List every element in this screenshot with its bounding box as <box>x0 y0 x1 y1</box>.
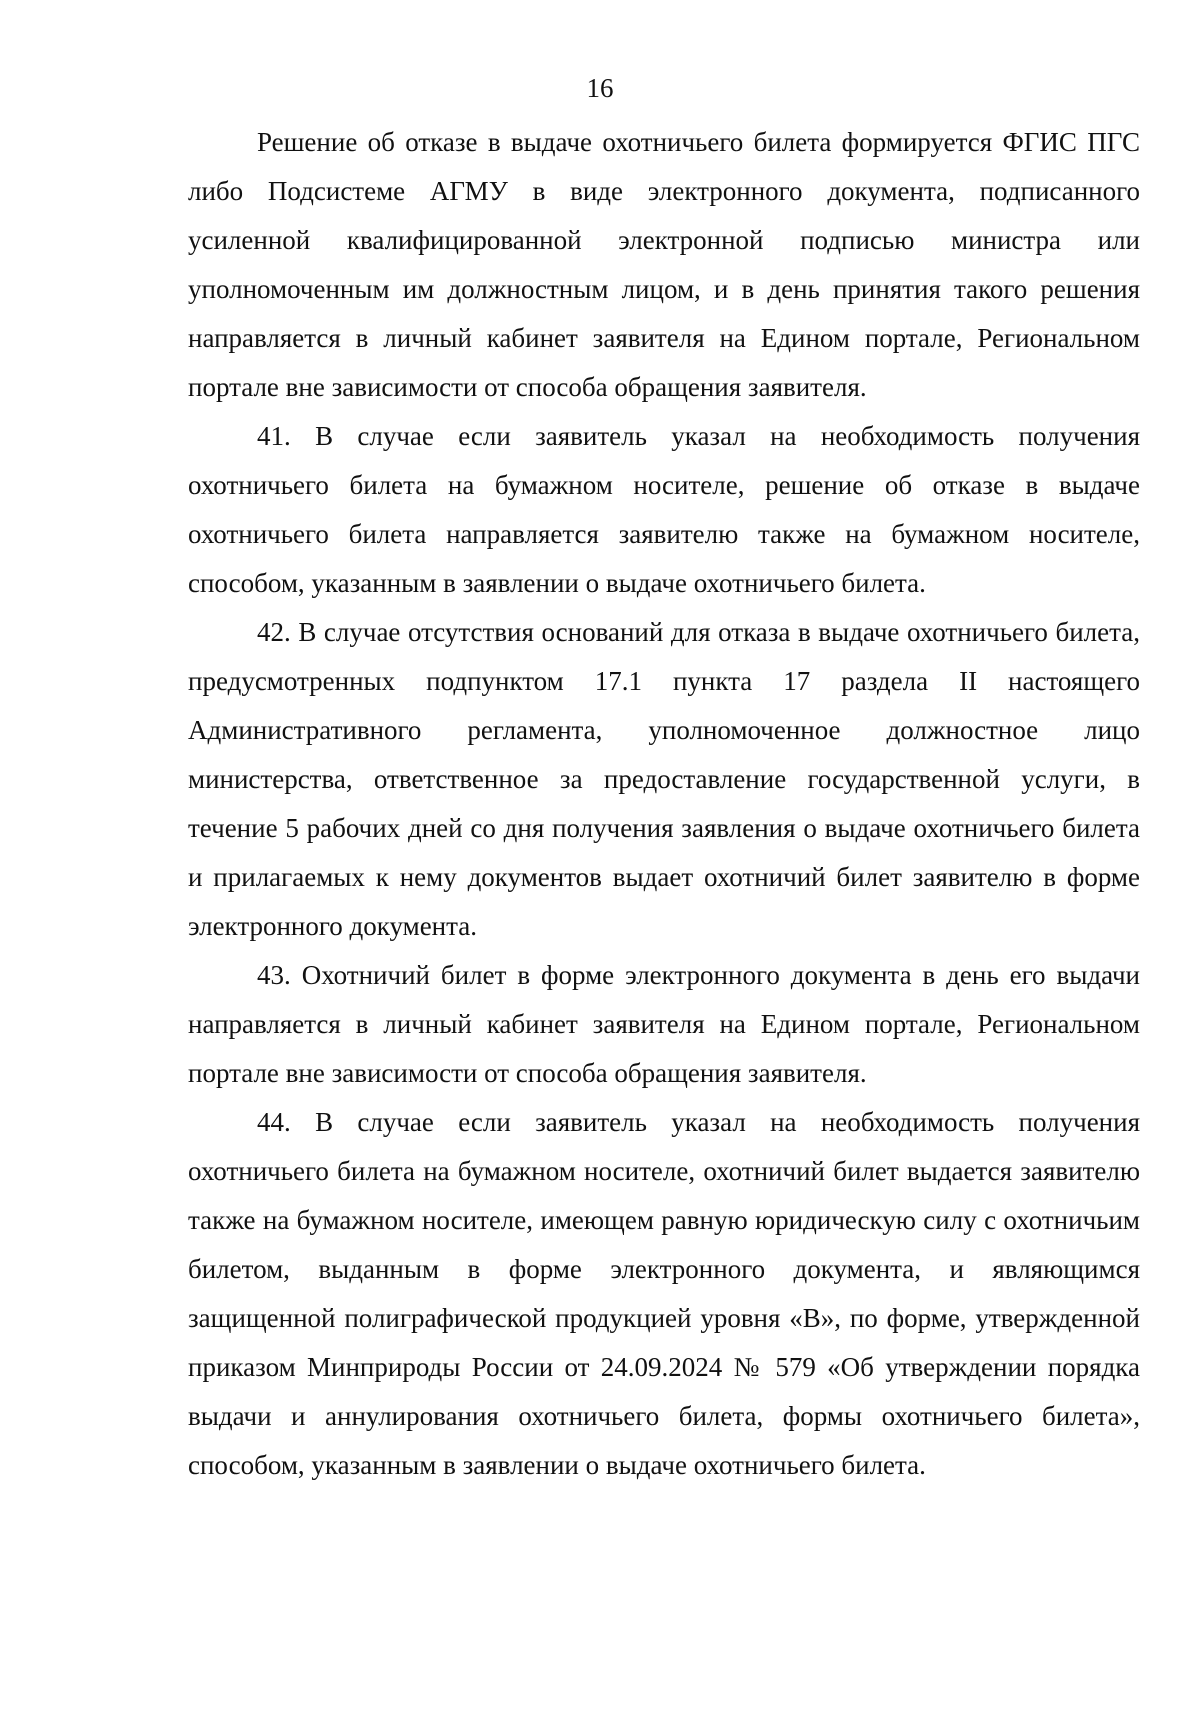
page-number: 16 <box>586 73 614 103</box>
paragraph-44: 44. В случае если заявитель указал на необходимость получения охотничьего билета на бумажном носителе, охотничий билет выдается заявителю также на бумажном носителе, имеющем равную юридическую силу с охотничьим билетом, выданным в форме электронного документа, и являющимся защищенной полиграфической продукцией уровня «В», по форме, утвержденной приказом Минприроды России от 24.09.2024 № 579 «Об утверждении порядка выдачи и аннулирования охотничьего билета, формы охотничьего билета», способом, указанным в заявлении о выдаче охотничьего билета. <box>188 1107 1140 1480</box>
paragraph-43: 43. Охотничий билет в форме электронного документа в день его выдачи направляется в личный кабинет заявителя на Едином портале, Региональном портале вне зависимости от способа обращения заявителя. <box>188 960 1140 1088</box>
paragraph-42: 42. В случае отсутствия оснований для отказа в выдаче охотничьего билета, предусмотренных подпунктом 17.1 пункта 17 раздела II настоящего Административного регламента, уполномоченное должностное лицо министерства, ответственное за предоставление государственной услуги, в течение 5 рабочих дней со дня получения заявления о выдаче охотничьего билета и прилагаемых к нему документов выдает охотничий билет заявителю в форме электронного документа. <box>188 617 1140 941</box>
paragraph-41: 41. В случае если заявитель указал на необходимость получения охотничьего билета на бумажном носителе, решение об отказе в выдаче охотничьего билета направляется заявителю также на бумажном носителе, способом, указанным в заявлении о выдаче охотничьего билета. <box>188 421 1140 598</box>
paragraph-refusal-decision: Решение об отказе в выдаче охотничьего билета формируется ФГИС ПГС либо Подсистеме АГМУ в виде электронного документа, подписанного усиленной квалифицированной электронной подписью министра или уполномоченным им должностным лицом, и в день принятия такого решения направляется в личный кабинет заявителя на Едином портале, Региональном портале вне зависимости от способа обращения заявителя. <box>188 127 1140 402</box>
document-body <box>188 118 1140 1490</box>
